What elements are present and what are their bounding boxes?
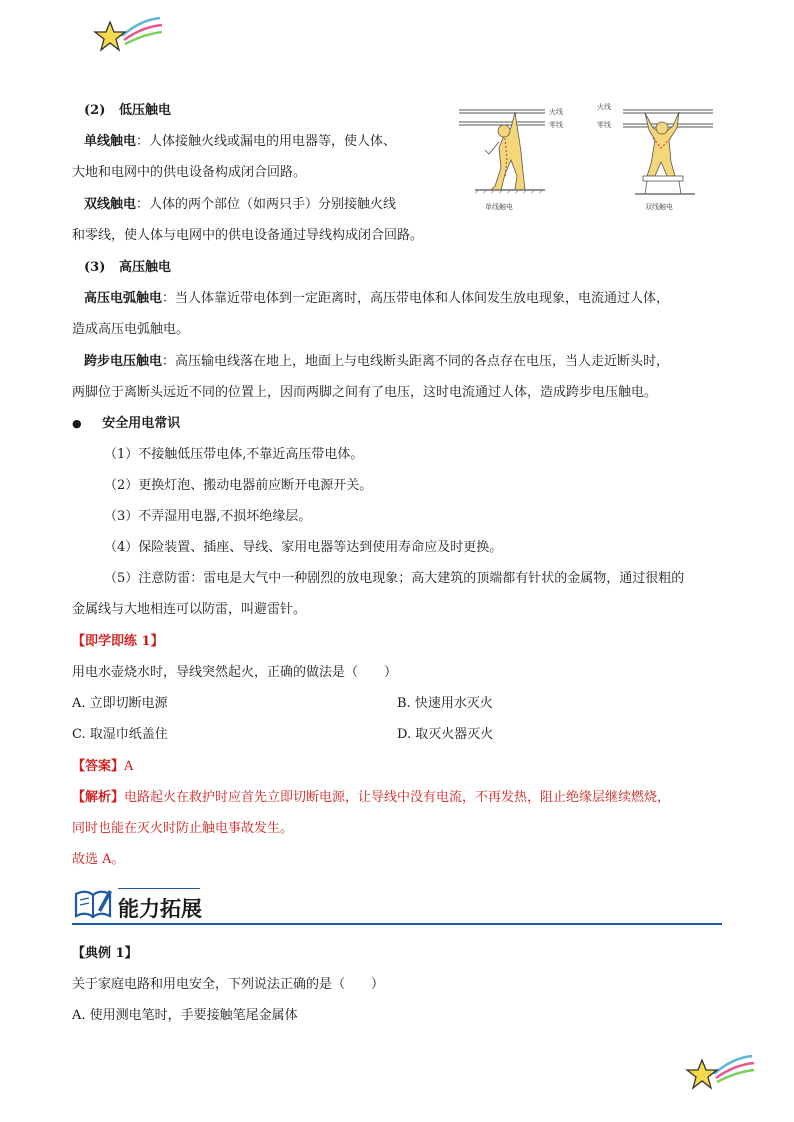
star-decoration-icon [684, 1052, 756, 1098]
practice-analysis-cont: 同时也能在灭火时防止触电事故发生。 [72, 821, 294, 836]
safety-item-5: （5）注意防雷：雷电是大气中一种剧烈的放电现象；高大建筑的顶端都有针状的金属物，通过很粗的 [104, 571, 685, 586]
step-voltage-term: 跨步电压触电 [84, 354, 163, 369]
practice-question: 用电水壶烧水时，导线突然起火，正确的做法是（ ） [72, 665, 398, 680]
high-voltage-heading: (3) 高压触电 [84, 260, 171, 275]
left-fire-wire-label: 火线 [549, 108, 563, 116]
bullet-icon: ● [72, 417, 82, 430]
section-title-overline [118, 888, 200, 889]
single-wire-paragraph-cont: 大地和电网中的供电设备构成闭合回路。 [72, 165, 307, 180]
single-wire-term: 单线触电 [84, 134, 137, 149]
arc-shock-paragraph-cont: 造成高压电弧触电。 [72, 322, 190, 337]
right-neutral-wire-label: 零线 [597, 121, 611, 129]
safety-item-1: （1）不接触低压带电体,不靠近高压带电体。 [104, 447, 364, 462]
step-voltage-paragraph: 跨步电压触电：高压输电线落在地上，地面上与电线断头距离不同的各点存在电压，当人走近断头时， [84, 354, 670, 369]
safety-item-2: （2）更换灯泡、搬动电器前应断开电源开关。 [104, 478, 373, 493]
safety-heading: ● 安全用电常识 [72, 416, 181, 431]
double-wire-term: 双线触电 [84, 197, 137, 212]
left-neutral-wire-label: 零线 [549, 121, 563, 129]
single-wire-paragraph: 单线触电：人体接触火线或漏电的用电器等，使人体、 [84, 134, 397, 149]
practice-analysis: 【解析】电路起火在救护时应首先立即切断电源，让导线中没有电流，不再发热，阻止绝缘层继续燃烧， [72, 790, 671, 805]
practice-option-d: D. 取灭火器灭火 [397, 727, 494, 742]
double-wire-paragraph-cont: 和零线，使人体与电网中的供电设备通过导线构成闭合回路。 [72, 228, 424, 243]
example-label: 【典例 1】 [72, 946, 138, 961]
left-figure-caption: 单线触电 [485, 203, 513, 211]
practice-label: 【即学即练 1】 [72, 634, 164, 649]
safety-item-4: （4）保险装置、插座、导线、家用电器等达到使用寿命应及时更换。 [104, 540, 503, 555]
star-decoration-icon [92, 14, 164, 60]
shock-illustration [455, 98, 715, 216]
arc-shock-term: 高压电弧触电 [84, 291, 163, 306]
example-option-a: A. 使用测电笔时，手要接触笔尾金属体 [72, 1008, 298, 1023]
practice-option-a: A. 立即切断电源 [72, 696, 168, 711]
practice-answer: 【答案】A [72, 759, 134, 774]
safety-item-5-cont: 金属线与大地相连可以防雷，叫避雷针。 [72, 602, 307, 617]
section-underline [72, 923, 722, 925]
arc-shock-paragraph: 高压电弧触电：当人体靠近带电体到一定距离时，高压带电体和人体间发生放电现象，电流通过人体， [84, 291, 670, 306]
section-title: 能力拓展 [118, 897, 202, 921]
low-voltage-heading: (2) 低压触电 [84, 103, 171, 118]
safety-item-3: （3）不弄湿用电器,不损坏绝缘层。 [104, 509, 312, 524]
double-wire-paragraph: 双线触电：人体的两个部位（如两只手）分别接触火线 [84, 197, 397, 212]
practice-option-b: B. 快速用水灭火 [397, 696, 493, 711]
book-pen-icon [72, 886, 114, 922]
example-question: 关于家庭电路和用电安全，下列说法正确的是（ ） [72, 977, 385, 992]
step-voltage-paragraph-cont: 两脚位于离断头远近不同的位置上，因而两脚之间有了电压，这时电流通过人体，造成跨步电压触电。 [72, 385, 658, 400]
practice-conclusion: 故选 A。 [72, 852, 125, 867]
right-figure-caption: 双线触电 [645, 203, 673, 211]
practice-option-c: C. 取湿巾纸盖住 [72, 727, 168, 742]
single-wire-shock-figure [455, 98, 715, 216]
right-fire-wire-label: 火线 [597, 103, 611, 111]
